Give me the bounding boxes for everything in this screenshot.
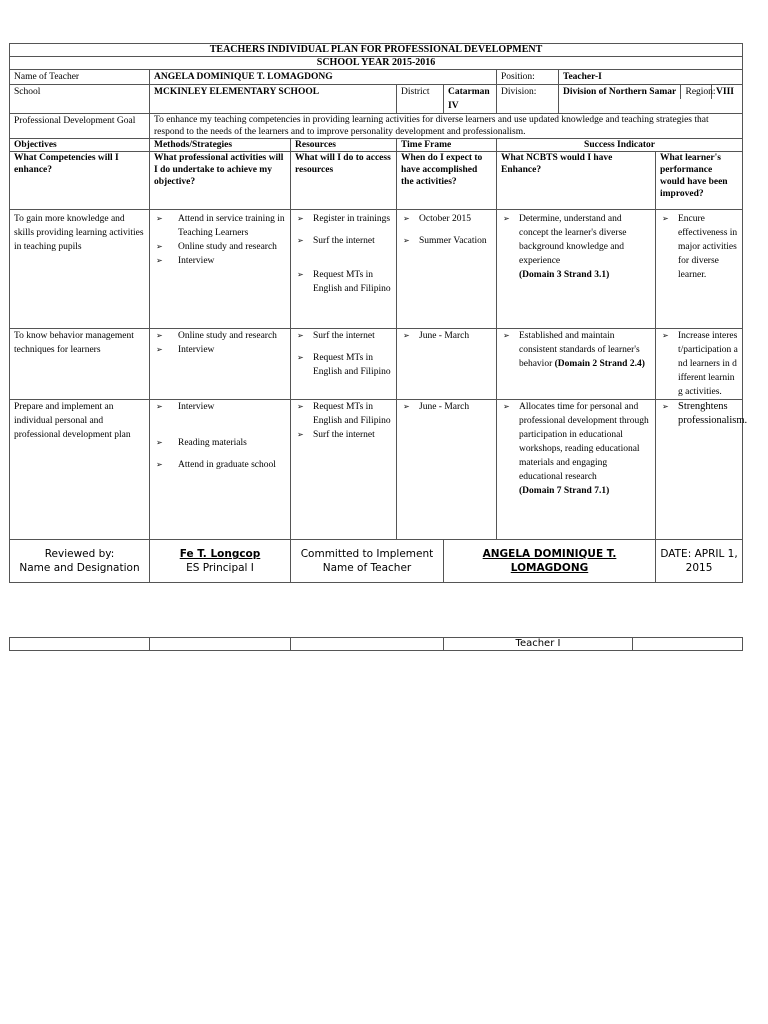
footer-table (9, 637, 743, 651)
division-label: Division: (497, 85, 559, 114)
resource-item: ➢ Surf the internet (297, 331, 375, 341)
arrow-bullet-icon: ➢ (403, 236, 410, 245)
school-label: School (10, 85, 150, 114)
q-time-frame: When do I expect to have accomplished the activities? (397, 152, 497, 210)
col-success: Success Indicator (497, 139, 743, 152)
arrow-bullet-icon: ➢ (156, 256, 163, 265)
region-value: VIII (712, 85, 743, 99)
ncbts-item: ➢ Allocates time for personal and professional development through participation in educational workshops, reading educational materials and engaging educational research (Domain 7 Strand 7.1) (503, 402, 649, 496)
teacher-signature-cell (444, 540, 656, 583)
teacher-name: ANGELA DOMINIQUE T. LOMAGDONG (150, 70, 497, 85)
arrow-bullet-icon: ➢ (156, 242, 163, 251)
arrow-bullet-icon: ➢ (297, 353, 304, 362)
method-item: ➢ Interview (156, 402, 215, 412)
resource-item: ➢ Surf the internet (297, 236, 375, 246)
performance-item: ➢ Strenghtens professionalism. (662, 401, 748, 426)
arrow-bullet-icon: ➢ (156, 345, 163, 354)
arrow-bullet-icon: ➢ (297, 331, 304, 340)
method-item: ➢ Interview (156, 345, 215, 355)
plan-table (9, 43, 748, 583)
arrow-bullet-icon: ➢ (662, 214, 669, 223)
arrow-bullet-icon: ➢ (403, 402, 410, 411)
q-performance: What learner's performance would have been improved? (656, 152, 743, 210)
plan-row (10, 400, 743, 540)
footer-teacher-title: Teacher I (444, 638, 633, 651)
arrow-bullet-icon: ➢ (662, 331, 669, 340)
reviewer-title: ES Principal I (186, 562, 254, 574)
arrow-bullet-icon: ➢ (297, 402, 304, 411)
objective-cell: To gain more knowledge and skills providing learning activities in teaching pupils (10, 210, 150, 329)
q-methods: What professional activities will I do undertake to achieve my objective? (150, 152, 291, 210)
plan-row (10, 329, 743, 400)
time-item: ➢ Summer Vacation (403, 236, 487, 246)
arrow-bullet-icon: ➢ (297, 270, 304, 279)
plan-row (10, 210, 743, 329)
footer-cell (633, 638, 743, 651)
resource-item: ➢ Request MTs in English and Filipino (297, 270, 391, 294)
resource-item: ➢ Register in trainings (297, 214, 391, 224)
position-value: Teacher-I (559, 70, 743, 85)
goal-label: Professional Development Goal (10, 114, 150, 139)
objective-cell: Prepare and implement an individual personal and professional development plan (10, 400, 150, 540)
method-item: ➢ Interview (156, 256, 215, 266)
col-resources: Resources (291, 139, 397, 152)
goal-value: To enhance my teaching competencies in providing learning activities for diverse learners and use updated knowledge and teaching strategies that respond to the needs of the learners and to improve personality development and professionalism. (150, 114, 743, 139)
reviewer-name: Fe T. Longcop (179, 548, 261, 560)
reviewed-by-cell: Reviewed by: Name and Designation (10, 540, 150, 583)
division-region-cell (559, 85, 743, 114)
q-objectives: What Competencies will I enhance? (10, 152, 150, 210)
resource-item: ➢ Request MTs in English and Filipino (297, 353, 391, 377)
arrow-bullet-icon: ➢ (662, 402, 669, 411)
col-time-frame: Time Frame (397, 139, 497, 152)
goal-row (10, 114, 743, 139)
column-header-row (10, 139, 743, 152)
time-item: ➢ October 2015 (403, 214, 471, 224)
col-methods: Methods/Strategies (150, 139, 291, 152)
ncbts-domain: (Domain 3 Strand 3.1) (519, 270, 610, 280)
reviewer-cell (150, 540, 291, 583)
method-item: ➢ Reading materials (156, 438, 247, 448)
resource-item: ➢ Surf the internet (297, 430, 375, 440)
q-resources: What will I do to access resources (291, 152, 397, 210)
plan-document (9, 43, 748, 583)
footer-cell (150, 638, 291, 651)
date-cell: DATE: APRIL 1, 2015 (656, 540, 743, 583)
region-label: Region: (681, 85, 712, 99)
arrow-bullet-icon: ➢ (297, 430, 304, 439)
arrow-bullet-icon: ➢ (156, 402, 163, 411)
footer-table-wrap (9, 637, 742, 651)
method-item: ➢ Online study and research (156, 331, 277, 341)
arrow-bullet-icon: ➢ (156, 214, 163, 223)
performance-item: ➢ Encure effectiveness in major activities for diverse learner. (662, 214, 738, 280)
question-row (10, 152, 743, 210)
arrow-bullet-icon: ➢ (156, 331, 163, 340)
school-row (10, 85, 743, 114)
method-item: ➢ Attend in service training in Teaching Learners (156, 214, 285, 238)
district-value: Catarman IV (444, 85, 497, 114)
footer-cell (291, 638, 444, 651)
arrow-bullet-icon: ➢ (503, 402, 510, 411)
teacher-row (10, 70, 743, 85)
method-item: ➢ Online study and research (156, 242, 277, 252)
arrow-bullet-icon: ➢ (503, 331, 510, 340)
ncbts-item: ➢ Established and maintain consistent standards of learner's behavior (Domain 2 Strand 2.4) (503, 331, 645, 369)
document-title: TEACHERS INDIVIDUAL PLAN FOR PROFESSIONAL DEVELOPMENT (10, 44, 743, 57)
footer-row (10, 638, 743, 651)
arrow-bullet-icon: ➢ (297, 236, 304, 245)
arrow-bullet-icon: ➢ (297, 214, 304, 223)
footer-cell (10, 638, 150, 651)
committed-cell: Committed to Implement Name of Teacher (291, 540, 444, 583)
resource-item: ➢ Request MTs in English and Filipino (297, 402, 391, 426)
objective-cell: To know behavior management techniques for learners (10, 329, 150, 400)
ncbts-domain: (Domain 2 Strand 2.4) (554, 359, 645, 369)
school-value: MCKINLEY ELEMENTARY SCHOOL (150, 85, 397, 114)
position-label: Position: (497, 70, 559, 85)
ncbts-domain: (Domain 7 Strand 7.1) (519, 486, 610, 496)
arrow-bullet-icon: ➢ (503, 214, 510, 223)
col-objectives: Objectives (10, 139, 150, 152)
signature-row (10, 540, 743, 583)
district-label: District (397, 85, 444, 114)
school-year: SCHOOL YEAR 2015-2016 (10, 57, 743, 70)
name-label: Name of Teacher (10, 70, 150, 85)
ncbts-item: ➢ Determine, understand and concept the learner's diverse background knowledge and experience (Domain 3 Strand 3.1) (503, 214, 627, 280)
method-item: ➢ Attend in graduate school (156, 460, 276, 470)
q-ncbts: What NCBTS would I have Enhance? (497, 152, 656, 210)
arrow-bullet-icon: ➢ (156, 438, 163, 447)
arrow-bullet-icon: ➢ (403, 214, 410, 223)
performance-item: ➢ Increase interest/participation and learners in different learning activities. (662, 331, 738, 397)
arrow-bullet-icon: ➢ (156, 460, 163, 469)
arrow-bullet-icon: ➢ (403, 331, 410, 340)
time-item: ➢ June - March (403, 331, 470, 341)
division-region-inner (559, 85, 742, 99)
time-item: ➢ June - March (403, 402, 470, 412)
teacher-signature-name: ANGELA DOMINIQUE T. LOMAGDONG (482, 548, 617, 574)
division-value: Division of Northern Samar (563, 87, 677, 97)
